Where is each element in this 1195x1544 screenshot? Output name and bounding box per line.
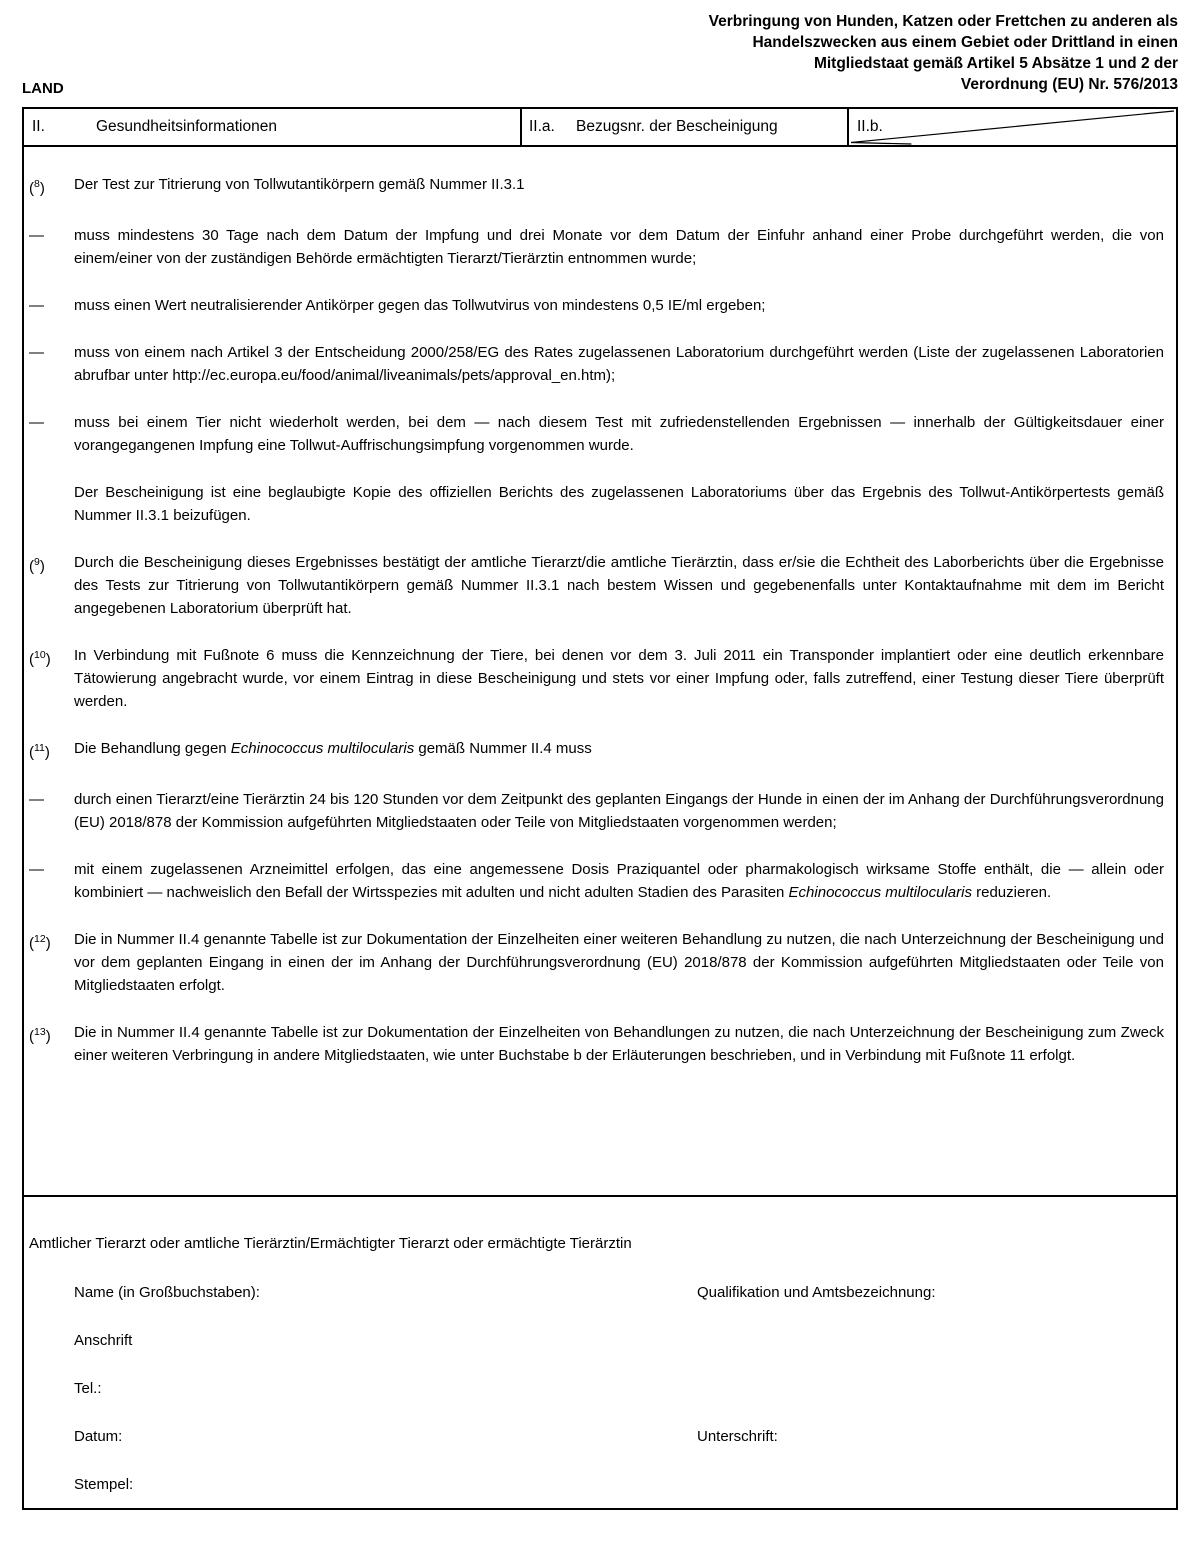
page-title-line-1: Verbringung von Hunden, Katzen oder Frettchen zu anderen als [708,13,1178,30]
phone-field-label: Tel.: [74,1380,102,1397]
note-marker [29,481,74,527]
page-title-line-4: Verordnung (EU) Nr. 576/2013 [960,76,1178,93]
note-item-footnote-9 [29,551,1164,620]
note-item-dash [29,858,1164,904]
note-marker: ($^9$) [29,556,45,575]
note-text: Der Test zur Titrierung von Tollwutantikörpern gemäß Nummer II.3.1 [74,176,525,193]
note-item-dash [29,341,1164,387]
field-row-address [74,1329,1164,1353]
country-label: LAND [22,80,64,97]
address-field-label: Anschrift [74,1332,133,1349]
note-item-dash [29,224,1164,270]
page-title-line-3: Mitgliedstaat gemäß Artikel 5 Absätze 1 und 2 der [813,55,1178,72]
note-marker: ($^{13}$) [29,1026,51,1045]
field-row-stamp [74,1473,1164,1497]
note-text: muss bei einem Tier nicht wiederholt werden, bei dem — nach diesem Test mit zufriedenstellenden Ergebnissen — innerhalb der Gültigkeitsdauer einer vorangegangenen Impfung eine Tollwut-Auffrischungsimpfung vorgenommen wurde. [74,414,1164,454]
note-text: muss mindestens 30 Tage nach dem Datum der Impfung und drei Monate vor dem Datum der Einfuhr anhand einer Probe durchgeführt werden, die von einem/einer von der zuständigen Behörde ermächtigten Tierarzt/Tierärztin entnommen wurde; [74,227,1164,267]
header-cell-health-info [24,109,522,145]
note-item-dash [29,411,1164,457]
field-row-name [74,1281,1164,1305]
note-text: Der Bescheinigung ist eine beglaubigte Kopie des offiziellen Berichts des zugelassenen Laboratoriums über das Ergebnis des Tollwut-Antikörpertests gemäß Nummer II.3.1 beizufügen. [74,484,1164,524]
header-cell-number: II.a. [529,118,555,135]
certifier-section [24,1197,1176,1508]
note-marker: ($^{10}$) [29,649,51,668]
header-cell-label: Gesundheitsinformationen [96,118,277,135]
certifier-intro: Amtlicher Tierarzt oder amtliche Tierärztin/Ermächtigter Tierarzt oder ermächtigte Tierärztin [29,1235,632,1252]
note-item-footnote-11 [29,737,1164,764]
note-marker: — [29,791,44,808]
header-cell-iib [849,109,1176,145]
qualification-field-label: Qualifikation und Amtsbezeichnung: [697,1284,936,1301]
note-marker: ($^{12}$) [29,933,51,952]
name-field-label: Name (in Großbuchstaben): [74,1284,260,1301]
note-item-footnote-12 [29,928,1164,997]
header-cell-number: II. [32,118,45,135]
note-text: muss von einem nach Artikel 3 der Entscheidung 2000/258/EG des Rates zugelassenen Laboratorium durchgeführt werden (Liste der zugelassenen Laboratorien abrufbar unter http://ec.europa.eu/food/animal/liveanimals/pets/approval_en.htm); [74,344,1164,384]
page-title-line-2: Handelszwecken aus einem Gebiet oder Drittland in einen [752,34,1178,51]
stamp-field-label: Stempel: [74,1476,134,1493]
note-marker: — [29,227,44,244]
certifier-fields [74,1281,1164,1497]
diagonal-strike-line [849,109,1176,145]
page-title [458,11,1178,95]
note-item-footnote-8 [29,173,1164,200]
note-item-footnote-10 [29,644,1164,713]
note-marker: ($^{11}$) [29,742,50,761]
note-marker: — [29,861,44,878]
note-item-dash [29,294,1164,317]
note-marker: — [29,297,44,314]
header-cell-number: II.b. [857,118,883,135]
date-field-label: Datum: [74,1428,123,1445]
header-cell-label: Bezugsnr. der Bescheinigung [576,118,778,135]
note-marker: — [29,414,44,431]
note-text: muss einen Wert neutralisierender Antikörper gegen das Tollwutvirus von mindestens 0,5 IE/ml ergeben; [74,297,766,314]
note-item-dash [29,788,1164,834]
note-text: mit einem zugelassenen Arzneimittel erfolgen, das eine angemessene Dosis Praziquantel oder pharmakologisch wirksame Stoffe enthält, die — allein oder kombiniert — nachweislich den Befall der Wirtsspezies mit adulten und nicht adulten Stadien des Parasiten Echinococcus multilocularis reduzieren. [74,861,1164,901]
note-item-plain [29,481,1164,527]
field-row-date [74,1425,1164,1449]
signature-field-label: Unterschrift: [697,1428,778,1445]
note-text: Die in Nummer II.4 genannte Tabelle ist zur Dokumentation der Einzelheiten von Behandlungen zu nutzen, die nach Unterzeichnung der Bescheinigung zum Zweck einer weiteren Verbringung in andere Mitgliedstaaten, wie unter Buchstabe b der Erläuterungen beschrieben, und in Verbindung mit Fußnote 11 erfolgt. [74,1024,1164,1064]
note-marker: ($^8$) [29,178,45,197]
certificate-table [22,107,1178,1510]
health-notes [24,147,1176,1197]
note-marker: — [29,344,44,361]
table-header-row [24,109,1176,147]
note-text: Durch die Bescheinigung dieses Ergebnisses bestätigt der amtliche Tierarzt/die amtliche Tierärztin, dass er/sie die Echtheit des Laborberichts über die Ergebnisse des Tests zur Titrierung von Tollwutantikörpern gemäß Nummer II.3.1 nach bestem Wissen und gegebenenfalls unter Kontaktaufnahme mit dem im Bericht angegebenen Laboratorium überprüft hat. [74,554,1164,617]
note-text: durch einen Tierarzt/eine Tierärztin 24 bis 120 Stunden vor dem Zeitpunkt des geplanten Eingangs der Hunde in einen der im Anhang der Durchführungsverordnung (EU) 2018/878 der Kommission aufgeführten Mitgliedstaaten oder Teile von Mitgliedstaaten vorgenommen werden; [74,791,1164,831]
note-text: In Verbindung mit Fußnote 6 muss die Kennzeichnung der Tiere, bei denen vor dem 3. Juli 2011 ein Transponder implantiert oder eine deutlich erkennbare Tätowierung angebracht wurde, vor einem Eintrag in diese Bescheinigung und stets vor einer Impfung oder, falls zutreffend, einer Testung dieser Tiere überprüft werden. [74,647,1164,710]
field-row-phone [74,1377,1164,1401]
note-text: Die in Nummer II.4 genannte Tabelle ist zur Dokumentation der Einzelheiten einer weiteren Behandlung zu nutzen, die nach Unterzeichnung der Bescheinigung und vor dem geplanten Eingang in einen der im Anhang der Durchführungsverordnung (EU) 2018/878 der Kommission aufgeführten Mitgliedstaaten oder Teile von Mitgliedstaaten erfolgt. [74,931,1164,994]
note-item-footnote-13 [29,1021,1164,1067]
header-cell-certificate-ref [522,109,849,145]
note-text: Die Behandlung gegen Echinococcus multilocularis gemäß Nummer II.4 muss [74,740,592,757]
